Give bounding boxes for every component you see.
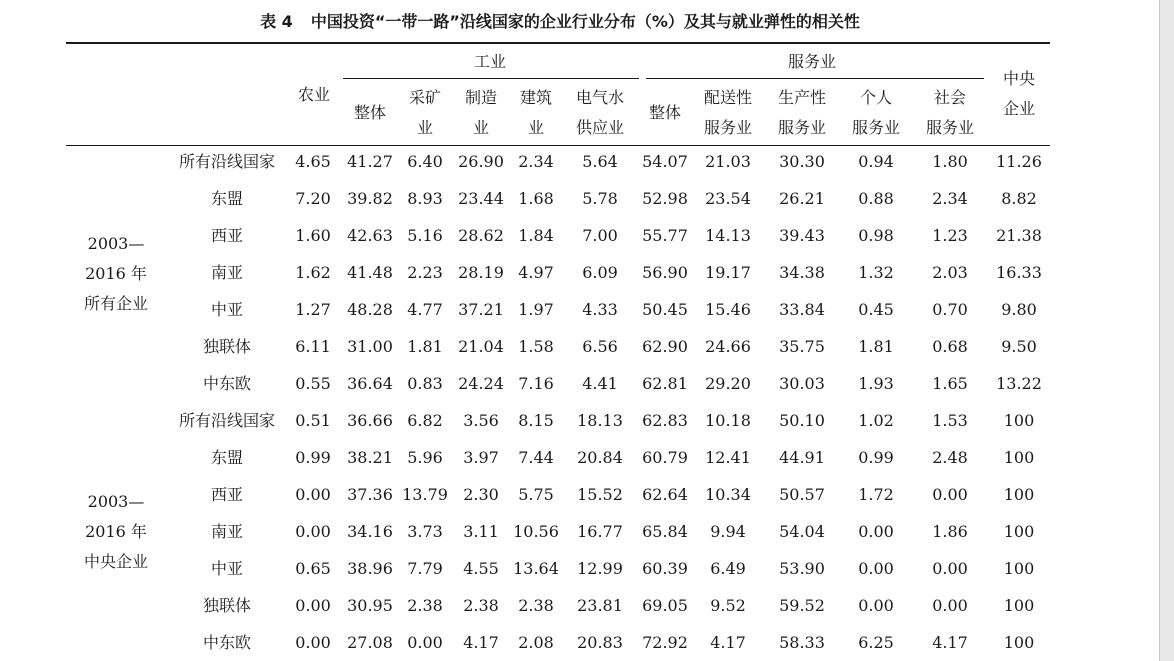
table-cell: 14.13	[705, 226, 751, 245]
table-cell: 0.99	[295, 448, 331, 467]
table-cell: 55.77	[642, 226, 688, 245]
table-cell: 6.82	[407, 411, 443, 430]
table-cell: 2.34	[518, 152, 554, 171]
table-cell: 11.26	[996, 152, 1042, 171]
table-cell: 23.81	[577, 596, 623, 615]
table-cell: 23.44	[458, 189, 504, 208]
table-cell: 4.65	[295, 152, 331, 171]
table-cell: 24.66	[705, 337, 751, 356]
table-cell: 3.11	[463, 522, 499, 541]
group1-label-line3: 所有企业	[83, 294, 149, 313]
header-bottom-rule	[66, 145, 1050, 146]
table-cell: 1.68	[518, 189, 554, 208]
region-label: 所有沿线国家	[178, 411, 276, 430]
table-cell: 56.90	[642, 263, 688, 282]
table-cell: 100	[1003, 448, 1035, 467]
group2-label-line2: 2016 年	[85, 522, 147, 541]
table-cell: 38.21	[347, 448, 393, 467]
table-cell: 100	[1003, 559, 1035, 578]
table-cell: 1.86	[932, 522, 968, 541]
table-cell: 4.17	[932, 633, 968, 652]
table-cell: 4.17	[710, 633, 746, 652]
header-personal-line1: 个人	[859, 88, 893, 107]
table-cell: 60.79	[642, 448, 688, 467]
header-personal-line2: 服务业	[851, 118, 901, 137]
table-cell: 33.84	[779, 300, 825, 319]
table-cell: 42.63	[347, 226, 393, 245]
table-cell: 2.38	[463, 596, 499, 615]
region-label: 中亚	[210, 559, 244, 578]
table-cell: 36.66	[347, 411, 393, 430]
table-cell: 8.93	[407, 189, 443, 208]
table-cell: 62.81	[642, 374, 688, 393]
table-cell: 15.46	[705, 300, 751, 319]
table-cell: 1.23	[932, 226, 968, 245]
table-cell: 44.91	[779, 448, 825, 467]
table-cell: 0.45	[858, 300, 894, 319]
header-distribution-line1: 配送性	[703, 88, 753, 107]
table-cell: 0.55	[295, 374, 331, 393]
table-cell: 1.72	[858, 485, 894, 504]
table-cell: 9.80	[1001, 300, 1037, 319]
table-cell: 0.00	[858, 522, 894, 541]
region-label: 东盟	[210, 189, 244, 208]
table-cell: 7.79	[407, 559, 443, 578]
table-cell: 0.00	[407, 633, 443, 652]
header-construction-line2: 业	[527, 118, 545, 137]
table-cell: 4.55	[463, 559, 499, 578]
table-cell: 6.11	[295, 337, 331, 356]
table-cell: 0.65	[295, 559, 331, 578]
region-label: 西亚	[210, 226, 244, 245]
table-cell: 0.68	[932, 337, 968, 356]
header-central-line1: 中央	[1002, 69, 1036, 88]
table-cell: 1.32	[858, 263, 894, 282]
table-cell: 4.17	[463, 633, 499, 652]
table-cell: 28.62	[458, 226, 504, 245]
table-cell: 39.43	[779, 226, 825, 245]
table-cell: 3.56	[463, 411, 499, 430]
region-label: 西亚	[210, 485, 244, 504]
table-cell: 0.00	[932, 559, 968, 578]
table-cell: 13.22	[996, 374, 1042, 393]
header-industry-total: 整体	[353, 103, 387, 122]
table-cell: 26.21	[779, 189, 825, 208]
table-cell: 20.84	[577, 448, 623, 467]
table-cell: 24.24	[458, 374, 504, 393]
table-cell: 30.03	[779, 374, 825, 393]
table-cell: 100	[1003, 485, 1035, 504]
header-manufacturing-line2: 业	[472, 118, 490, 137]
table-cell: 8.82	[1001, 189, 1037, 208]
table-cell: 16.77	[577, 522, 623, 541]
header-utilities-line2: 供应业	[575, 118, 625, 137]
table-cell: 100	[1003, 633, 1035, 652]
table-cell: 62.83	[642, 411, 688, 430]
table-cell: 21.38	[996, 226, 1042, 245]
table-cell: 100	[1003, 522, 1035, 541]
table-cell: 41.27	[347, 152, 393, 171]
table-cell: 30.95	[347, 596, 393, 615]
table-cell: 1.27	[295, 300, 331, 319]
table-cell: 60.39	[642, 559, 688, 578]
table-cell: 2.38	[518, 596, 554, 615]
header-producer-line2: 服务业	[777, 118, 827, 137]
table-cell: 27.08	[347, 633, 393, 652]
table-cell: 38.96	[347, 559, 393, 578]
header-social-line2: 服务业	[925, 118, 975, 137]
table-cell: 3.97	[463, 448, 499, 467]
table-cell: 1.53	[932, 411, 968, 430]
table-cell: 1.97	[518, 300, 554, 319]
table-cell: 2.08	[518, 633, 554, 652]
table-cell: 62.90	[642, 337, 688, 356]
table-cell: 19.17	[705, 263, 751, 282]
table-cell: 1.81	[407, 337, 443, 356]
table-cell: 13.79	[402, 485, 448, 504]
table-cell: 0.94	[858, 152, 894, 171]
services-group-rule	[646, 78, 984, 79]
table-cell: 26.90	[458, 152, 504, 171]
header-services: 服务业	[787, 52, 837, 71]
table-cell: 8.15	[518, 411, 554, 430]
table-cell: 10.34	[705, 485, 751, 504]
header-producer-line1: 生产性	[777, 88, 827, 107]
table-cell: 0.83	[407, 374, 443, 393]
region-label: 南亚	[210, 263, 244, 282]
table-cell: 29.20	[705, 374, 751, 393]
table-cell: 7.00	[582, 226, 618, 245]
region-label: 东盟	[210, 448, 244, 467]
group2-label-line1: 2003—	[87, 492, 145, 511]
table-cell: 6.25	[858, 633, 894, 652]
table-cell: 50.45	[642, 300, 688, 319]
table-cell: 9.50	[1001, 337, 1037, 356]
region-label: 独联体	[202, 596, 252, 615]
table-cell: 5.96	[407, 448, 443, 467]
table-cell: 0.51	[295, 411, 331, 430]
header-central-line2: 企业	[1002, 99, 1036, 118]
table-cell: 13.64	[513, 559, 559, 578]
table-cell: 0.00	[295, 522, 331, 541]
table-cell: 1.80	[932, 152, 968, 171]
group1-label-line2: 2016 年	[85, 264, 147, 283]
table-cell: 1.58	[518, 337, 554, 356]
header-distribution-line2: 服务业	[703, 118, 753, 137]
table-cell: 2.03	[932, 263, 968, 282]
table-cell: 6.09	[582, 263, 618, 282]
table-cell: 2.48	[932, 448, 968, 467]
vertical-scrollbar[interactable]	[1159, 0, 1174, 661]
table-cell: 1.84	[518, 226, 554, 245]
table-cell: 5.64	[582, 152, 618, 171]
table-cell: 34.16	[347, 522, 393, 541]
group1-label-line1: 2003—	[87, 234, 145, 253]
table-cell: 0.00	[858, 596, 894, 615]
region-label: 中东欧	[202, 374, 252, 393]
industry-group-rule	[343, 78, 639, 79]
header-social-line1: 社会	[933, 88, 967, 107]
table-cell: 54.04	[779, 522, 825, 541]
table-cell: 20.83	[577, 633, 623, 652]
table-cell: 10.56	[513, 522, 559, 541]
table-cell: 1.81	[858, 337, 894, 356]
region-label: 独联体	[202, 337, 252, 356]
table-cell: 58.33	[779, 633, 825, 652]
table-cell: 48.28	[347, 300, 393, 319]
table-cell: 2.30	[463, 485, 499, 504]
table-cell: 50.10	[779, 411, 825, 430]
table-cell: 4.41	[582, 374, 618, 393]
table-cell: 12.41	[705, 448, 751, 467]
table-cell: 6.56	[582, 337, 618, 356]
table-cell: 28.19	[458, 263, 504, 282]
table-cell: 72.92	[642, 633, 688, 652]
table-cell: 0.70	[932, 300, 968, 319]
table-cell: 0.00	[295, 596, 331, 615]
table-cell: 3.73	[407, 522, 443, 541]
table-caption	[0, 9, 1120, 32]
table-cell: 59.52	[779, 596, 825, 615]
header-agriculture: 农业	[297, 85, 331, 104]
table-cell: 100	[1003, 596, 1035, 615]
table-cell: 0.00	[295, 633, 331, 652]
table-cell: 6.49	[710, 559, 746, 578]
table-cell: 4.97	[518, 263, 554, 282]
header-services-total: 整体	[648, 103, 682, 122]
group2-label-line3: 中央企业	[83, 552, 149, 571]
header-manufacturing-line1: 制造	[464, 88, 498, 107]
table-cell: 18.13	[577, 411, 623, 430]
table-cell: 31.00	[347, 337, 393, 356]
header-industry: 工业	[473, 52, 507, 71]
table-cell: 5.16	[407, 226, 443, 245]
table-cell: 62.64	[642, 485, 688, 504]
header-mining-line2: 业	[416, 118, 434, 137]
table-cell: 2.23	[407, 263, 443, 282]
table-cell: 4.33	[582, 300, 618, 319]
table-cell: 0.98	[858, 226, 894, 245]
table-cell: 6.40	[407, 152, 443, 171]
table-cell: 39.82	[347, 189, 393, 208]
table-cell: 2.34	[932, 189, 968, 208]
region-label: 中亚	[210, 300, 244, 319]
table-cell: 7.20	[295, 189, 331, 208]
table-number: 表 4	[260, 12, 293, 31]
table-cell: 15.52	[577, 485, 623, 504]
table-cell: 52.98	[642, 189, 688, 208]
table-cell: 4.77	[407, 300, 443, 319]
table-cell: 34.38	[779, 263, 825, 282]
table-cell: 21.03	[705, 152, 751, 171]
region-label: 南亚	[210, 522, 244, 541]
table-cell: 36.64	[347, 374, 393, 393]
table-cell: 7.16	[518, 374, 554, 393]
table-cell: 9.94	[710, 522, 746, 541]
table-cell: 5.75	[518, 485, 554, 504]
table-cell: 1.93	[858, 374, 894, 393]
table-cell: 53.90	[779, 559, 825, 578]
table-cell: 54.07	[642, 152, 688, 171]
top-rule	[66, 42, 1050, 44]
table-cell: 1.62	[295, 263, 331, 282]
table-cell: 12.99	[577, 559, 623, 578]
table-cell: 5.78	[582, 189, 618, 208]
table-cell: 41.48	[347, 263, 393, 282]
table-cell: 0.88	[858, 189, 894, 208]
table-cell: 65.84	[642, 522, 688, 541]
table-cell: 2.38	[407, 596, 443, 615]
table-cell: 100	[1003, 411, 1035, 430]
header-utilities-line1: 电气水	[575, 88, 625, 107]
table-cell: 16.33	[996, 263, 1042, 282]
table-cell: 7.44	[518, 448, 554, 467]
table-cell: 1.02	[858, 411, 894, 430]
table-cell: 37.21	[458, 300, 504, 319]
table-title: 中国投资“一带一路”沿线国家的企业行业分布（%）及其与就业弹性的相关性	[310, 12, 860, 31]
table-cell: 50.57	[779, 485, 825, 504]
table-cell: 0.99	[858, 448, 894, 467]
table-cell: 30.30	[779, 152, 825, 171]
table-cell: 0.00	[932, 485, 968, 504]
header-mining-line1: 采矿	[408, 88, 442, 107]
table-cell: 23.54	[705, 189, 751, 208]
table-cell: 69.05	[642, 596, 688, 615]
table-cell: 37.36	[347, 485, 393, 504]
region-label: 所有沿线国家	[178, 152, 276, 171]
table-cell: 35.75	[779, 337, 825, 356]
table-cell: 1.65	[932, 374, 968, 393]
table-cell: 0.00	[858, 559, 894, 578]
table-cell: 10.18	[705, 411, 751, 430]
table-cell: 9.52	[710, 596, 746, 615]
table-cell: 21.04	[458, 337, 504, 356]
header-construction-line1: 建筑	[519, 88, 553, 107]
table-cell: 0.00	[932, 596, 968, 615]
region-label: 中东欧	[202, 633, 252, 652]
table-cell: 1.60	[295, 226, 331, 245]
table-cell: 0.00	[295, 485, 331, 504]
